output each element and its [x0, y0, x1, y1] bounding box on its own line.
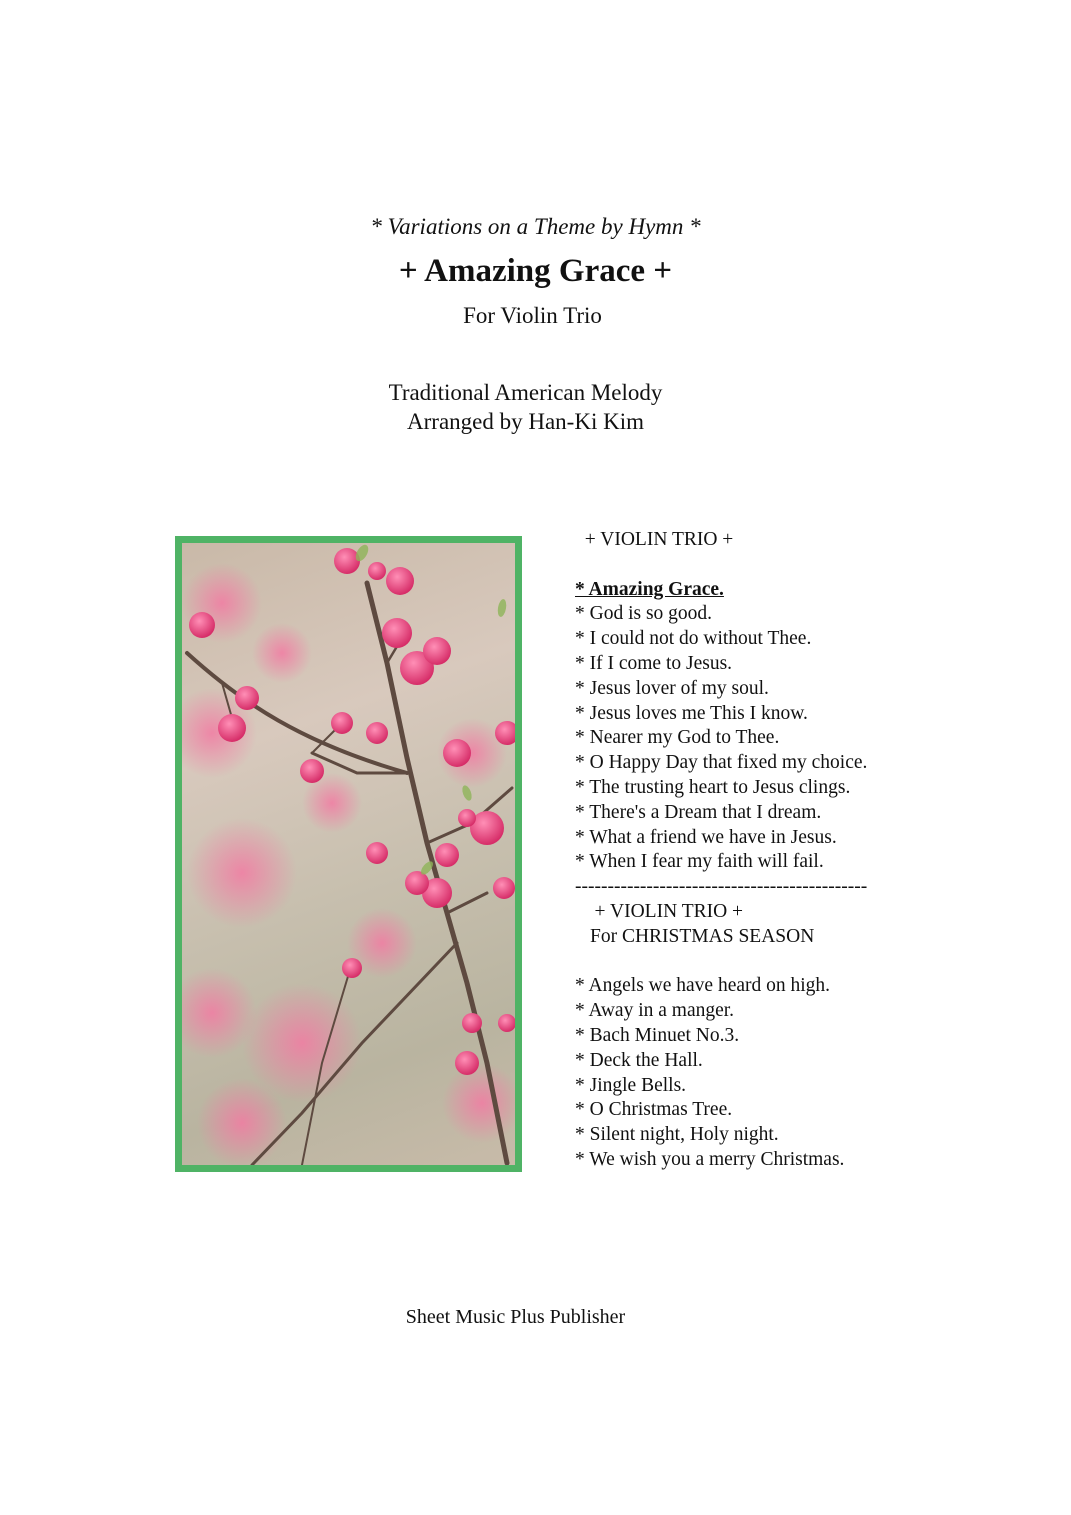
blank-line: [575, 553, 867, 578]
instrumentation: For Violin Trio: [463, 303, 602, 328]
list-item: * We wish you a merry Christmas.: [575, 1148, 845, 1170]
arranger-credit: Arranged by Han-Ki Kim: [407, 409, 644, 434]
page-title: + Amazing Grace +: [398, 253, 673, 289]
list-item: * The trusting heart to Jesus clings.: [575, 776, 851, 798]
list-item: * Jesus loves me This I know.: [575, 702, 808, 724]
list-item: * Jingle Bells.: [575, 1074, 687, 1096]
list-item: * Deck the Hall.: [575, 1049, 703, 1071]
subtitle: * Variations on a Theme by Hymn *: [370, 214, 701, 239]
divider: ---------------------------------------------: [575, 876, 868, 898]
list-item: * God is so good.: [575, 603, 713, 625]
series-heading: + VIOLIN TRIO +: [575, 529, 734, 550]
series-current-title: * Amazing Grace.: [575, 578, 724, 600]
list-item: * Away in a manger.: [575, 1000, 735, 1022]
blossom-branch-illustration: [182, 543, 515, 1165]
list-item: * Bach Minuet No.3.: [575, 1024, 740, 1046]
list-item: * Silent night, Holy night.: [575, 1124, 779, 1146]
list-item: * When I fear my faith will fail.: [575, 851, 824, 873]
list-item: * O Happy Day that fixed my choice.: [575, 752, 868, 774]
blank-line: [575, 950, 867, 975]
composer-credit: Traditional American Melody: [388, 380, 663, 405]
list-item: * I could not do without Thee.: [575, 628, 812, 650]
list-item: * Jesus lover of my soul.: [575, 677, 769, 699]
christmas-subheading: For CHRISTMAS SEASON: [590, 925, 815, 947]
list-item: * What a friend we have in Jesus.: [575, 826, 837, 848]
list-item: * If I come to Jesus.: [575, 652, 733, 674]
list-item: * There's a Dream that I dream.: [575, 801, 822, 823]
list-item: * O Christmas Tree.: [575, 1099, 733, 1121]
christmas-heading: + VIOLIN TRIO +: [575, 900, 744, 922]
series-list: [575, 528, 867, 1173]
cover-photo-blossoms: [175, 536, 522, 1172]
list-item: * Nearer my God to Thee.: [575, 727, 780, 749]
list-item: * Angels we have heard on high.: [575, 975, 831, 997]
publisher: Sheet Music Plus Publisher: [405, 1306, 626, 1328]
